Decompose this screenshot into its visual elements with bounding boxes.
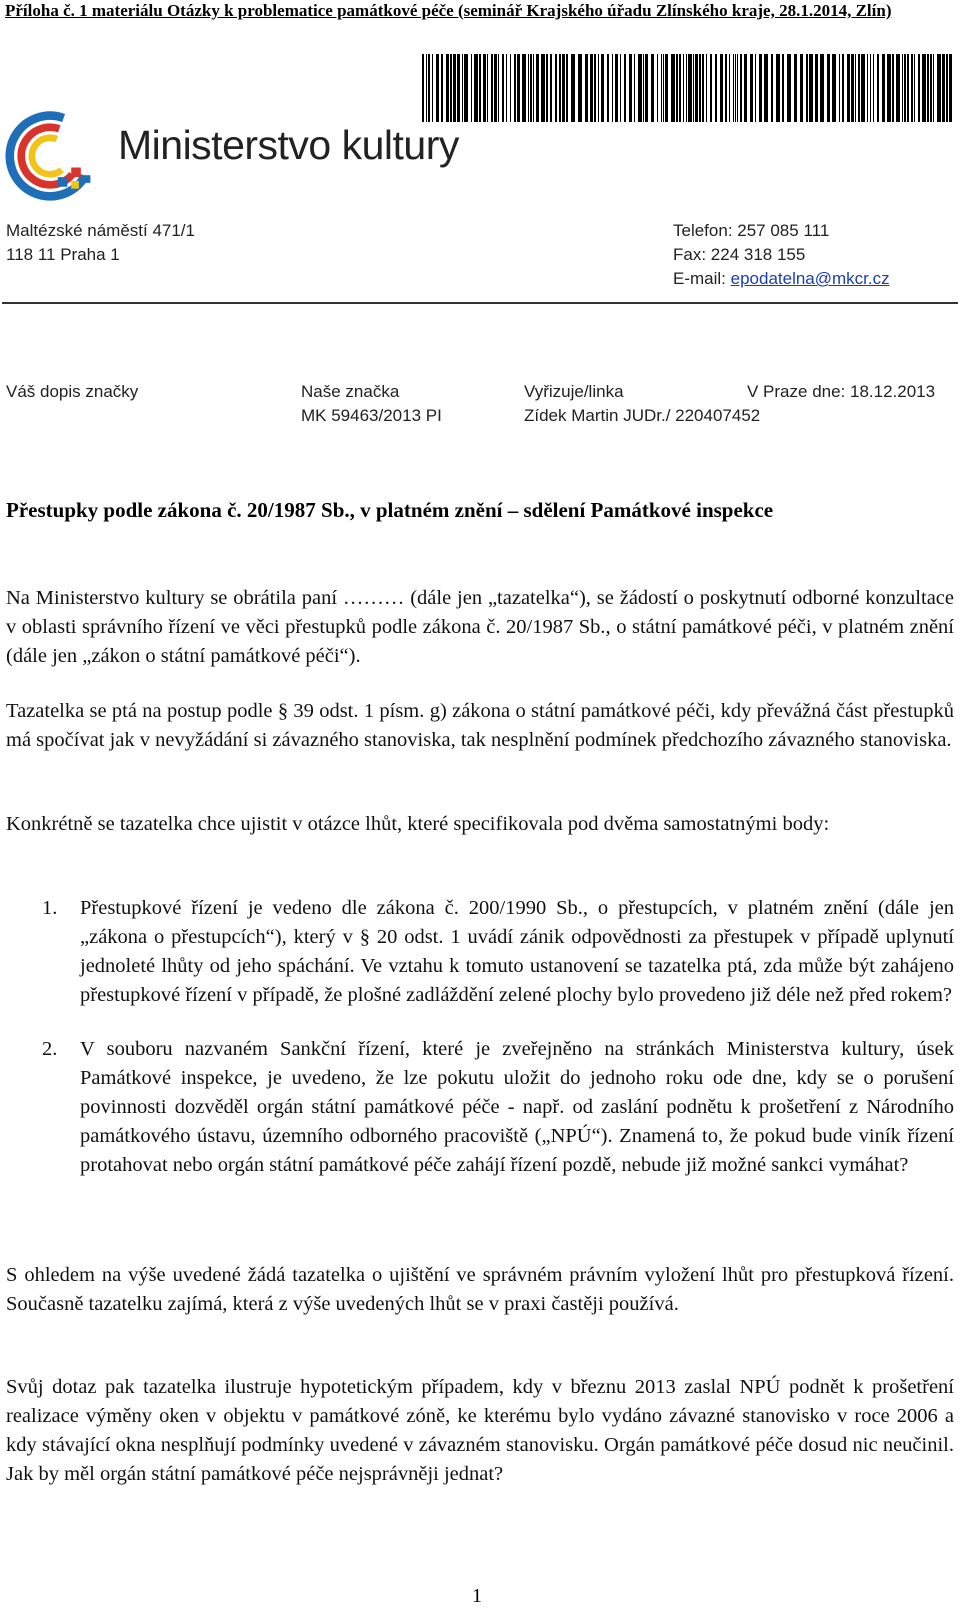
phone-text: Telefon: 257 085 111 xyxy=(673,221,830,240)
annex-note: Příloha č. 1 materiálu Otázky k problematice památkové péče (seminář Krajského úřadu Zlínského kraje, 28.1.2014, Zlín) xyxy=(5,1,892,20)
ministry-logo-icon xyxy=(4,108,100,204)
our-ref-label: Naše značka xyxy=(301,382,400,401)
list-item-number: 2. xyxy=(42,1038,58,1060)
page-number: 1 xyxy=(472,1585,482,1607)
list-item-text: Přestupkové řízení je vedeno dle zákona č. 200/1990 Sb., o přestupcích, v platném znění (dále jen „zákona o přestupcích“), který v § 20 odst. 1 uvádí zánik odpovědnosti za přestupek v případě uplynutí jednoleté lhůty od jeho spáchání. Ve vztahu k tomuto ustanovení se tazatelka ptá, zda může být zahájeno přestupkové řízení v případě, že plošné zadláždění zelené plochy bylo provedeno již déle než před rokem? xyxy=(80,897,954,1006)
paragraph: Tazatelka se ptá na postup podle § 39 odst. 1 písm. g) zákona o státní památkové péči, kdy převážná část přestupků má spočívat jak v nevyžádání si závazného stanoviska, tak nesplnění podmínek předchozího závazného stanoviska. xyxy=(6,700,954,751)
date-text: V Praze dne: 18.12.2013 xyxy=(747,382,936,401)
barcode-icon xyxy=(422,54,955,122)
list-item-text: V souboru nazvaném Sankční řízení, které je zveřejněno na stránkách Ministerstva kultury, úsek Památkové inspekce, je uvedeno, že lze pokutu uložit do jednoho roku ode dne, kdy se o porušení povinnosti dozvěděl orgán státní památkové péče - např. od zaslání podnětu k prošetření z Národního památkového ústavu, územního odborného pracoviště („NPÚ“). Znamená to, že pokud bude viník řízení protahovat nebo orgán státní památkové péče zahájí řízení pozdě, nebude již možné sankci vymáhat? xyxy=(80,1038,954,1176)
contact-block xyxy=(673,219,890,291)
paragraph: Svůj dotaz pak tazatelka ilustruje hypotetickým případem, kdy v březnu 2013 zaslal NPÚ podnět k prošetření realizace výměny oken v objektu v památkové zóně, ke kterému bylo vydáno závazné stanovisko v roce 2006 a kdy stávající okna nesplňují podmínky uvedené v závazném stanovisku. Orgán památkové péče dosud nic neučinil. Jak by měl orgán státní památkové péče nejsprávněji jednat? xyxy=(6,1376,954,1485)
fax-text: Fax: 224 318 155 xyxy=(673,245,806,264)
list-item-number: 1. xyxy=(42,897,58,919)
paragraph: Konkrétně se tazatelka chce ujistit v otázce lhůt, které specifikovala pod dvěma samostatnými body: xyxy=(6,813,830,835)
handled-value: Zídek Martin JUDr./ 220407452 xyxy=(524,406,761,425)
email-link[interactable]: epodatelna@mkcr.cz xyxy=(730,269,890,288)
email-row xyxy=(673,267,890,291)
handled-label: Vyřizuje/linka xyxy=(524,382,624,401)
address-city: 118 11 Praha 1 xyxy=(6,245,120,264)
address-street: Maltézské náměstí 471/1 xyxy=(6,221,195,240)
header-divider xyxy=(2,302,958,304)
our-ref-value: MK 59463/2013 PI xyxy=(301,406,442,425)
paragraph: Na Ministerstvo kultury se obrátila paní ……… (dále jen „tazatelka“), se žádostí o poskytnutí odborné konzultace v oblasti správního řízení ve věci přestupků podle zákona č. 20/1987 Sb., o státní památkové péči, v platném znění (dále jen „zákon o státní památkové péči“). xyxy=(6,587,954,667)
your-ref-label: Váš dopis značky xyxy=(6,382,139,401)
ministry-name: Ministerstvo kultury xyxy=(118,122,459,168)
paragraph: S ohledem na výše uvedené žádá tazatelka o ujištění ve správném právním vyložení lhůt pro přestupková řízení. Současně tazatelku zajímá, která z výše uvedených lhůt se v praxi častěji používá. xyxy=(6,1264,954,1315)
email-label: E-mail: xyxy=(673,269,731,288)
address-block xyxy=(6,219,195,267)
subject-heading: Přestupky podle zákona č. 20/1987 Sb., v platném znění – sdělení Památkové inspekce xyxy=(6,498,774,522)
